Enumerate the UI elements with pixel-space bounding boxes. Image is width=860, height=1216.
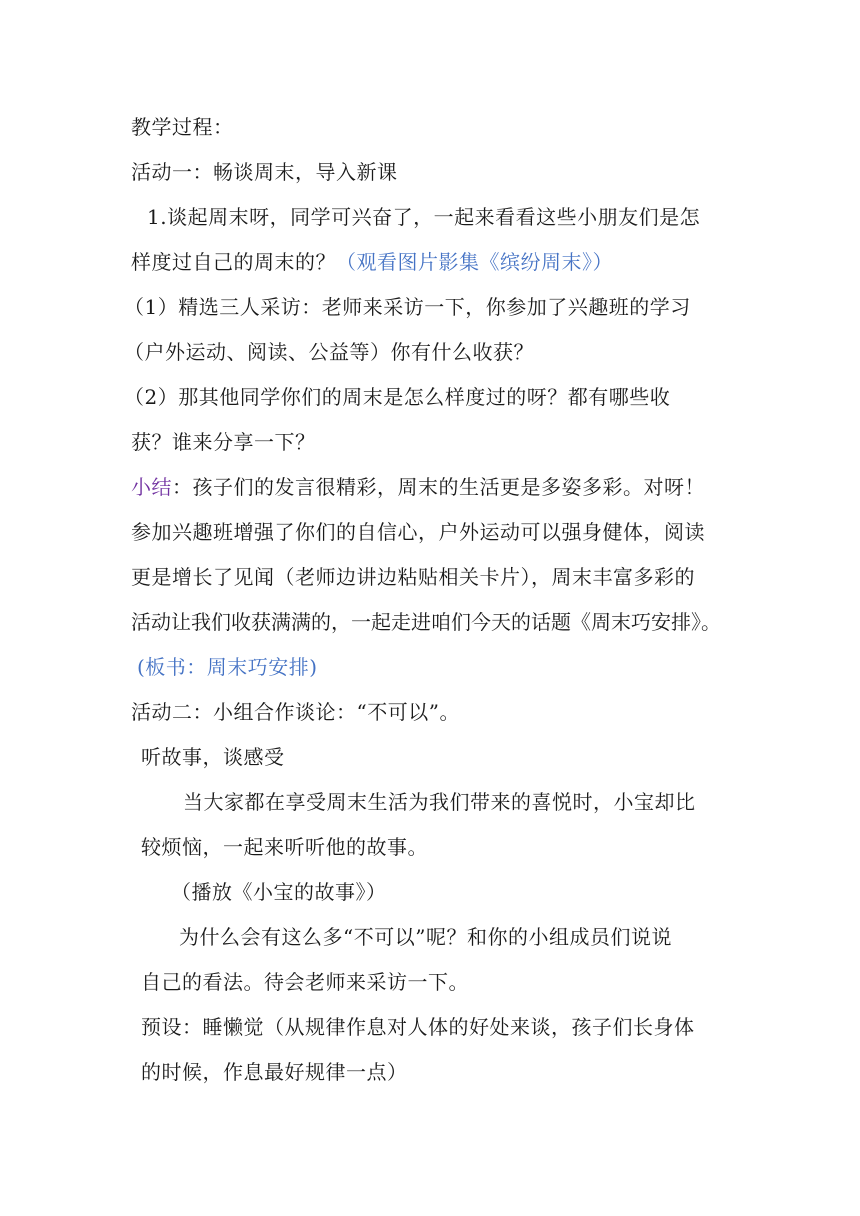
media-note: （观看图片影集《缤纷周末》） bbox=[336, 250, 613, 274]
activity1-paragraph-line: 1.谈起周末呀，同学可兴奋了，一起来看看这些小朋友们是怎 bbox=[147, 205, 701, 229]
question-1-line: （1）精选三人采访：老师来采访一下，你参加了兴趣班的学习 bbox=[124, 295, 691, 319]
board-note: (板书：周末巧安排) bbox=[137, 655, 318, 679]
summary-line bbox=[131, 472, 705, 502]
preset-line: 预设：睡懒觉（从规律作息对人体的好处来谈，孩子们长身体 bbox=[141, 1015, 695, 1039]
summary-line: 更是增长了见闻（老师边讲边粘贴相关卡片），周末丰富多彩的 bbox=[131, 565, 695, 589]
preset-line: 的时候，作息最好规律一点） bbox=[141, 1060, 408, 1084]
summary-line: 参加兴趣班增强了你们的自信心，户外运动可以强身健体，阅读 bbox=[131, 520, 705, 544]
activity2-subtitle: 听故事，谈感受 bbox=[141, 745, 285, 769]
summary-label: 小结 bbox=[131, 475, 172, 499]
activity1-title: 活动一：畅谈周末，导入新课 bbox=[131, 160, 398, 184]
activity1-paragraph-line bbox=[131, 247, 613, 277]
summary-line: 活动让我们收获满满的，一起走进咱们今天的话题《周末巧安排》。 bbox=[131, 610, 721, 634]
question-1-line: （户外运动、阅读、公益等）你有什么收获？ bbox=[124, 340, 534, 364]
question-2-line: 获？谁来分享一下？ bbox=[131, 430, 316, 454]
story-line: 当大家都在享受周末生活为我们带来的喜悦时，小宝却比 bbox=[183, 790, 696, 814]
story-line: 较烦恼，一起来听听他的故事。 bbox=[141, 835, 428, 859]
activity2-title: 活动二：小组合作谈论：“不可以”。 bbox=[131, 700, 460, 724]
section-heading: 教学过程： bbox=[131, 115, 234, 139]
summary-text: ：孩子们的发言很精彩，周末的生活更是多姿多彩。对呀！ bbox=[172, 475, 705, 499]
question-line: 自己的看法。待会老师来采访一下。 bbox=[141, 970, 469, 994]
question-2-line: （2）那其他同学你们的周末是怎么样度过的呀？都有哪些收 bbox=[124, 385, 671, 409]
play-note: （播放《小宝的故事》） bbox=[171, 880, 387, 904]
question-line: 为什么会有这么多“不可以”呢？和你的小组成员们说说 bbox=[179, 925, 672, 949]
paragraph-text: 样度过自己的周末的？ bbox=[131, 250, 336, 274]
